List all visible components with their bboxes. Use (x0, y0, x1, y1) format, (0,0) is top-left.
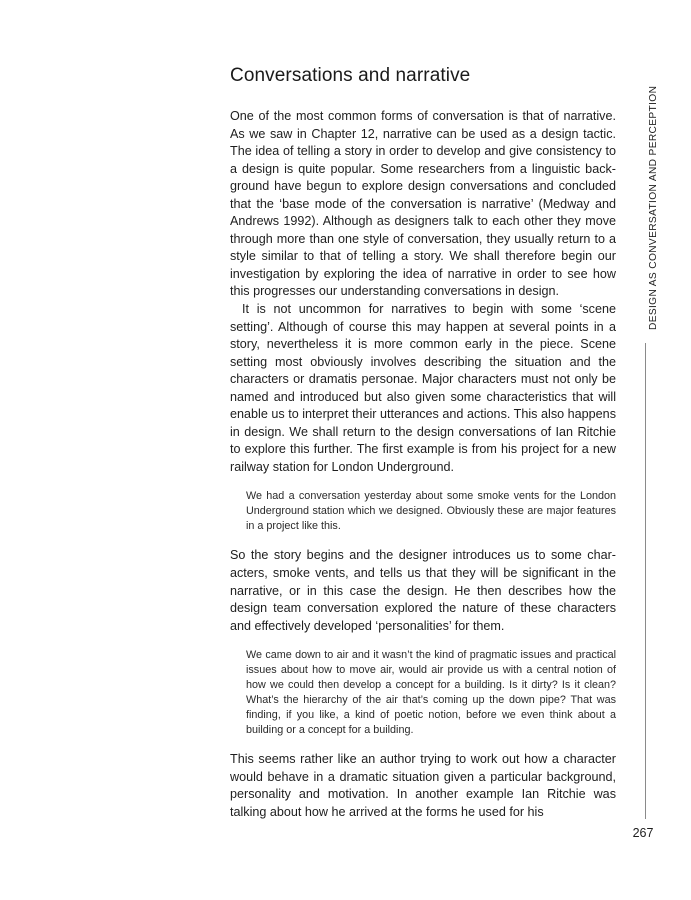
running-header: DESIGN AS CONVERSATION AND PERCEPTION (648, 85, 659, 330)
section-heading: Conversations and narrative (230, 65, 471, 86)
body-paragraph: So the story begins and the designer introduces us to some characters, smoke vents, and tells us that they will be significant in the narrative, or in this case the design. He then describes how the design team conversation explored the nature of these characters and effectively developed ‘personalities’ for them. (230, 548, 616, 633)
page-number: 267 (632, 826, 654, 840)
body-paragraph: It is not uncommon for narratives to begin with some ‘scene setting’. Although of course this may happen at several points in a story, nevertheless it is more common early in the piece. Scene setting most obviously involves describing the situation and the characters or dramatis personae. Major characters must not only be named and introduced but also given some characteristics that will enable us to interpret their utterances and actions. This also happens in design. We shall return to the design conversations of Ian Ritchie to explore this further. The first example is from his project for a new railway station for London Underground. (230, 302, 616, 474)
block-quote: We came down to air and it wasn’t the kind of pragmatic issues and practical issues about how to move air, would air provide us with a central notion of how we could then develop a concept for a building. Is it dirty? Is it clean? What’s the hierarchy of the air that’s coming up the down pipe? That was finding, if you like, a kind of poetic notion, before we even think about a building or a concept for a building. (246, 649, 616, 737)
margin-rule (645, 343, 646, 819)
body-paragraph: One of the most common forms of conversation is that of narrative. As we saw in Chapter 12, narrative can be used as a design tactic. The idea of telling a story in order to develop and give consistency to a design is quite popular. Some researchers from a linguistic background have begun to explore design conversations and concluded that the ‘base mode of the conversation is narrative’ (Medway and Andrews 1992). Although as designers talk to each other they move through more than one style of conversation, they usually return to a style similar to that of telling a story. We shall therefore begin our investigation by exploring the idea of narrative in order to see how this progresses our understanding conversations in design. (230, 109, 616, 299)
body-paragraph: This seems rather like an author trying to work out how a character would behave in a dramatic situation given a particular background, personality and motivation. In another example Ian Ritchie was talking about how he arrived at the forms he used for his (230, 752, 616, 819)
block-quote: We had a conversation yesterday about some smoke vents for the London Underground station which we designed. Obviously these are major features in a project like this. (246, 490, 616, 533)
text-column (230, 64, 616, 821)
